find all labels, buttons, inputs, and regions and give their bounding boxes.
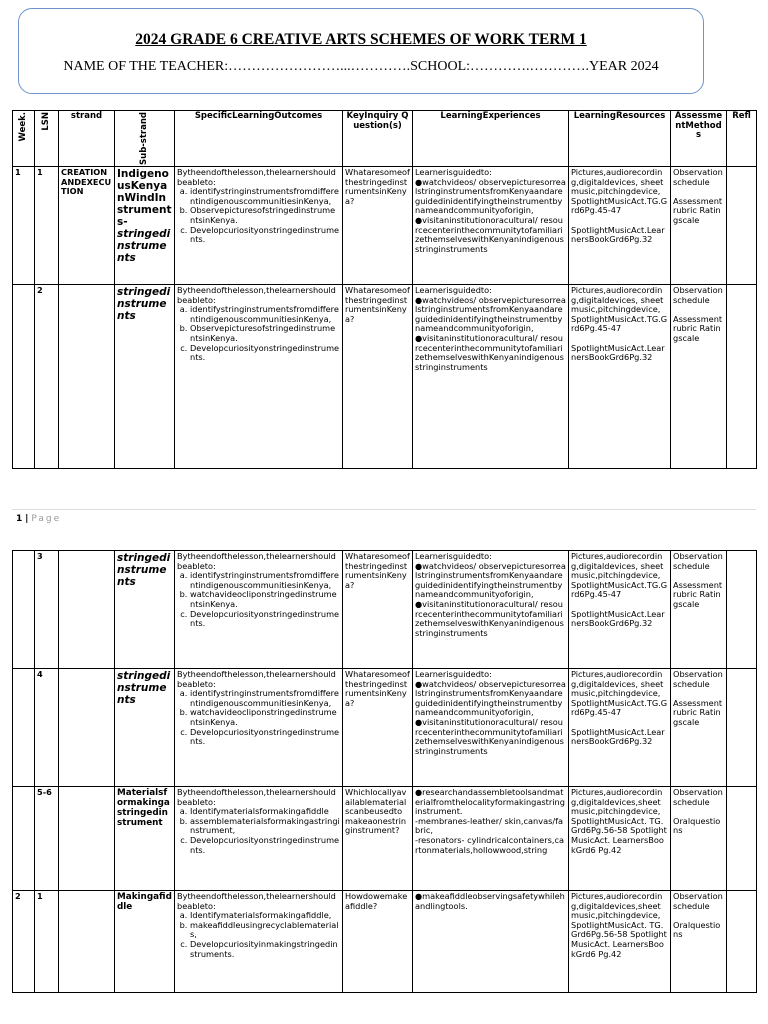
col-reflection: Refl [727,111,757,167]
outcome-item: a. identifystringinstrumentsfromdifferentindigenouscommunitiesinKenya, [190,305,340,324]
substrand-subtitle: stringedinstruments [117,227,171,264]
table-row [13,166,757,284]
outcome-item: b. ObservepicturesofstringedinstrumentsinKenya. [190,324,340,343]
outcome-item: b. ObservepicturesofstringedinstrumentsinKenya. [190,206,340,225]
reflection-cell [727,669,757,787]
outcomes-list [177,305,340,363]
inquiry-cell: WhataresomeofthestringedinstrumentsinKenya? [343,669,413,787]
substrand-cell [115,787,175,891]
outcomes-intro: Bytheendofthelesson,thelearnershouldbeableto: [177,551,336,571]
inquiry-cell: WhataresomeofthestringedinstrumentsinKenya? [343,551,413,669]
page-label: Page [31,514,62,524]
experiences-cell: Learnerisguidedto: ●watchvideos/ observepicturesorrealstringinstrumentsfromKenyaandareguidedinidentifyingtheinstrumentbynameandcommunityoforigin, ●visitaninstitutionoracultural/ resourcecenterinthecommunitytofamiliarizethemselveswithKenyanindigenousstringinstruments [413,284,569,468]
col-outcomes: SpecificLearningOutcomes [175,111,343,167]
page-footer [16,514,61,524]
lsn-cell: 4 [35,669,59,787]
outcome-item: b. assemblematerialsformakingastringinstrument, [190,817,340,836]
outcomes-cell [175,284,343,468]
week-cell: 2 [13,891,35,993]
reflection-cell [727,891,757,993]
outcome-item: c. Developcuriosityonstringedinstruments. [190,226,340,245]
outcomes-list [177,911,340,959]
outcomes-intro: Bytheendofthelesson,thelearnershouldbeableto: [177,284,336,305]
outcomes-cell [175,166,343,284]
substrand-cell [115,669,175,787]
table-row [13,891,757,993]
scheme-table-page-1 [12,110,757,469]
lsn-cell: 2 [35,284,59,468]
substrand-cell [115,551,175,669]
reflection-cell [727,166,757,284]
outcome-item: b. watchavideocliponstringedinstrumentsinKenya. [190,590,340,609]
resources-cell: Pictures,audiorecording,digitaldevices, sheetmusic,pitchingdevice, SpotlightMusicAct.TG.Grd6Pg.45-47 SpotlightMusicAct.LearnersBookGrd6Pg.32 [569,551,671,669]
resources-cell: Pictures,audiorecording,digitaldevices, sheetmusic,pitchingdevice, SpotlightMusicAct.TG.Grd6Pg.45-47 SpotlightMusicAct.LearnersBookGrd6Pg.32 [569,284,671,468]
resources-cell: Pictures,audiorecording,digitaldevices, sheetmusic,pitchingdevice, SpotlightMusicAct.TG.Grd6Pg.45-47 SpotlightMusicAct.LearnersBookGrd6Pg.32 [569,166,671,284]
reflection-cell [727,284,757,468]
experiences-cell: ●researchandassembletoolsandmaterialfromthelocalityformakingastringinstrument. -membranes-leather/ skin,canvas/fabric, -resonators- cylindricalcontainers,cartonmaterials,hollowwood,string [413,787,569,891]
table-row [13,551,757,669]
substrand-title: IndigenousKenyanWindInstruments- [117,167,172,228]
outcome-item: a. identifystringinstrumentsfromdifferentindigenouscommunitiesinKenya, [190,689,340,708]
substrand-title: Materialsformakingastringedinstrument [117,788,170,828]
outcomes-list [177,571,340,629]
reflection-cell [727,787,757,891]
col-week: Week. [13,111,35,167]
table-header-row [13,111,757,167]
assessment-cell: Observationschedule Assessmentrubric Ratingscale [671,669,727,787]
col-inquiry: KeyInquiry Question(s) [343,111,413,167]
outcomes-list [177,807,340,855]
inquiry-cell: Howdowemakeafiddle? [343,891,413,993]
table-row [13,669,757,787]
outcomes-list [177,187,340,245]
outcome-item: a. Identifymaterialsformakingafiddle, [190,911,340,921]
assessment-cell: Observationschedule Assessmentrubric Ratingscale [671,166,727,284]
outcomes-cell [175,787,343,891]
assessment-cell: Observationschedule Assessmentrubric Ratingscale [671,284,727,468]
outcome-item: c. Developcuriosityinmakingstringedinstruments. [190,940,340,959]
scheme-table-page-2 [12,550,757,993]
document-title: 2024 GRADE 6 CREATIVE ARTS SCHEMES OF WORK TERM 1 [135,31,587,48]
experiences-cell: Learnerisguidedto: ●watchvideos/ observepicturesorrealstringinstrumentsfromKenyaandareguidedinidentifyingtheinstrumentbynameandcommunityoforigin, ●visitaninstitutionoracultural/ resourcecenterinthecommunitytofamiliarizethemselveswithKenyanindigenousstringinstruments [413,669,569,787]
substrand-cell [115,166,175,284]
page-number: 1 [16,514,23,524]
strand-cell [59,669,115,787]
resources-cell: Pictures,audiorecording,digitaldevices, sheetmusic,pitchingdevice, SpotlightMusicAct.TG.Grd6Pg.45-47 SpotlightMusicAct.LearnersBookGrd6Pg.32 [569,669,671,787]
lsn-cell: 1 [35,166,59,284]
col-resources: LearningResources [569,111,671,167]
outcomes-intro: Bytheendofthelesson,thelearnershouldbeableto: [177,166,336,187]
resources-cell: Pictures,audiorecording,digitaldevices,sheetmusic,pitchingdevice, SpotlightMusicAct. TG.Grd6Pg.56-58 SpotlightMusicAct. LearnersBookGrd6 Pg.42 [569,891,671,993]
outcomes-list [177,689,340,747]
outcome-item: b. makeafiddleusingrecyclablematerials, [190,921,340,940]
experiences-cell: Learnerisguidedto: ●watchvideos/ observepicturesorrealstringinstrumentsfromKenyaandareguidedinidentifyingtheinstrumentbynameandcommunityoforigin, ●visitaninstitutionoracultural/ resourcecenterinthecommunitytofamiliarizethemselveswithKenyanindigenousstringinstruments [413,166,569,284]
substrand-subtitle: stringedinstruments [117,285,171,322]
col-lsn: LSN [35,111,59,167]
page-sep: | [25,514,29,524]
assessment-cell: Observationschedule Oralquestions [671,891,727,993]
substrand-cell [115,891,175,993]
experiences-cell: ●makeafiddleobservingsafetywhilehandlingtools. [413,891,569,993]
outcomes-intro: Bytheendofthelesson,thelearnershouldbeableto: [177,669,336,689]
col-assessment: AssessmentMethods [671,111,727,167]
outcome-item: a. Identifymaterialsformakingafiddle [190,807,340,817]
experiences-cell: Learnerisguidedto: ●watchvideos/ observepicturesorrealstringinstrumentsfromKenyaandareguidedinidentifyingtheinstrumentbynameandcommunityoforigin, ●visitaninstitutionoracultural/ resourcecenterinthecommunitytofamiliarizethemselveswithKenyanindigenousstringinstruments [413,551,569,669]
strand-cell [59,284,115,468]
table-row [13,787,757,891]
assessment-cell: Observationschedule Oralquestions [671,787,727,891]
outcomes-cell [175,551,343,669]
outcomes-cell [175,891,343,993]
assessment-cell: Observationschedule Assessmentrubric Ratingscale [671,551,727,669]
outcome-item: c. Developcuriosityonstringedinstruments. [190,344,340,363]
outcomes-cell [175,669,343,787]
resources-cell: Pictures,audiorecording,digitaldevices,sheetmusic,pitchingdevice, SpotlightMusicAct. TG.Grd6Pg.56-58 SpotlightMusicAct. LearnersBookGrd6 Pg.42 [569,787,671,891]
outcome-item: a. identifystringinstrumentsfromdifferentindigenouscommunitiesinKenya, [190,187,340,206]
inquiry-cell: WhataresomeofthestringedinstrumentsinKenya? [343,166,413,284]
document-header [18,8,704,94]
substrand-cell [115,284,175,468]
col-strand: strand [59,111,115,167]
outcomes-intro: Bytheendofthelesson,thelearnershouldbeableto: [177,891,336,911]
lsn-cell: 5-6 [35,787,59,891]
outcome-item: c. Developcuriosityonstringedinstruments. [190,728,340,747]
page-divider [12,509,756,510]
reflection-cell [727,551,757,669]
outcome-item: a. identifystringinstrumentsfromdifferentindigenouscommunitiesinKenya, [190,571,340,590]
strand-cell [59,891,115,993]
strand-cell [59,551,115,669]
week-cell: 1 [13,166,35,284]
substrand-subtitle: stringedinstruments [117,670,171,706]
outcomes-intro: Bytheendofthelesson,thelearnershouldbeableto: [177,787,336,807]
week-cell [13,284,35,468]
week-cell [13,669,35,787]
outcome-item: b. watchavideocliponstringedinstrumentsinKenya. [190,708,340,727]
col-substrand: Sub-strand [115,111,175,167]
col-experiences: LearningExperiences [413,111,569,167]
strand-cell [59,787,115,891]
substrand-title: Makingafiddle [117,892,172,912]
outcome-item: c. Developcuriosityonstringedinstruments. [190,610,340,629]
lsn-cell: 3 [35,551,59,669]
inquiry-cell: Whichlocallyavailablematerialscanbeusedtomakeaonestringinstrument? [343,787,413,891]
table-row [13,284,757,468]
inquiry-cell: WhataresomeofthestringedinstrumentsinKenya? [343,284,413,468]
substrand-subtitle: stringedinstruments [117,552,171,588]
outcome-item: c. Developcuriosityonstringedinstruments. [190,836,340,855]
lsn-cell: 1 [35,891,59,993]
week-cell [13,551,35,669]
teacher-school-line: NAME OF THE TEACHER:……………………...………….SCHOOL:………….………….YEAR 2024 [63,59,659,74]
week-cell [13,787,35,891]
strand-cell: CREATIONANDEXECUTION [59,166,115,284]
